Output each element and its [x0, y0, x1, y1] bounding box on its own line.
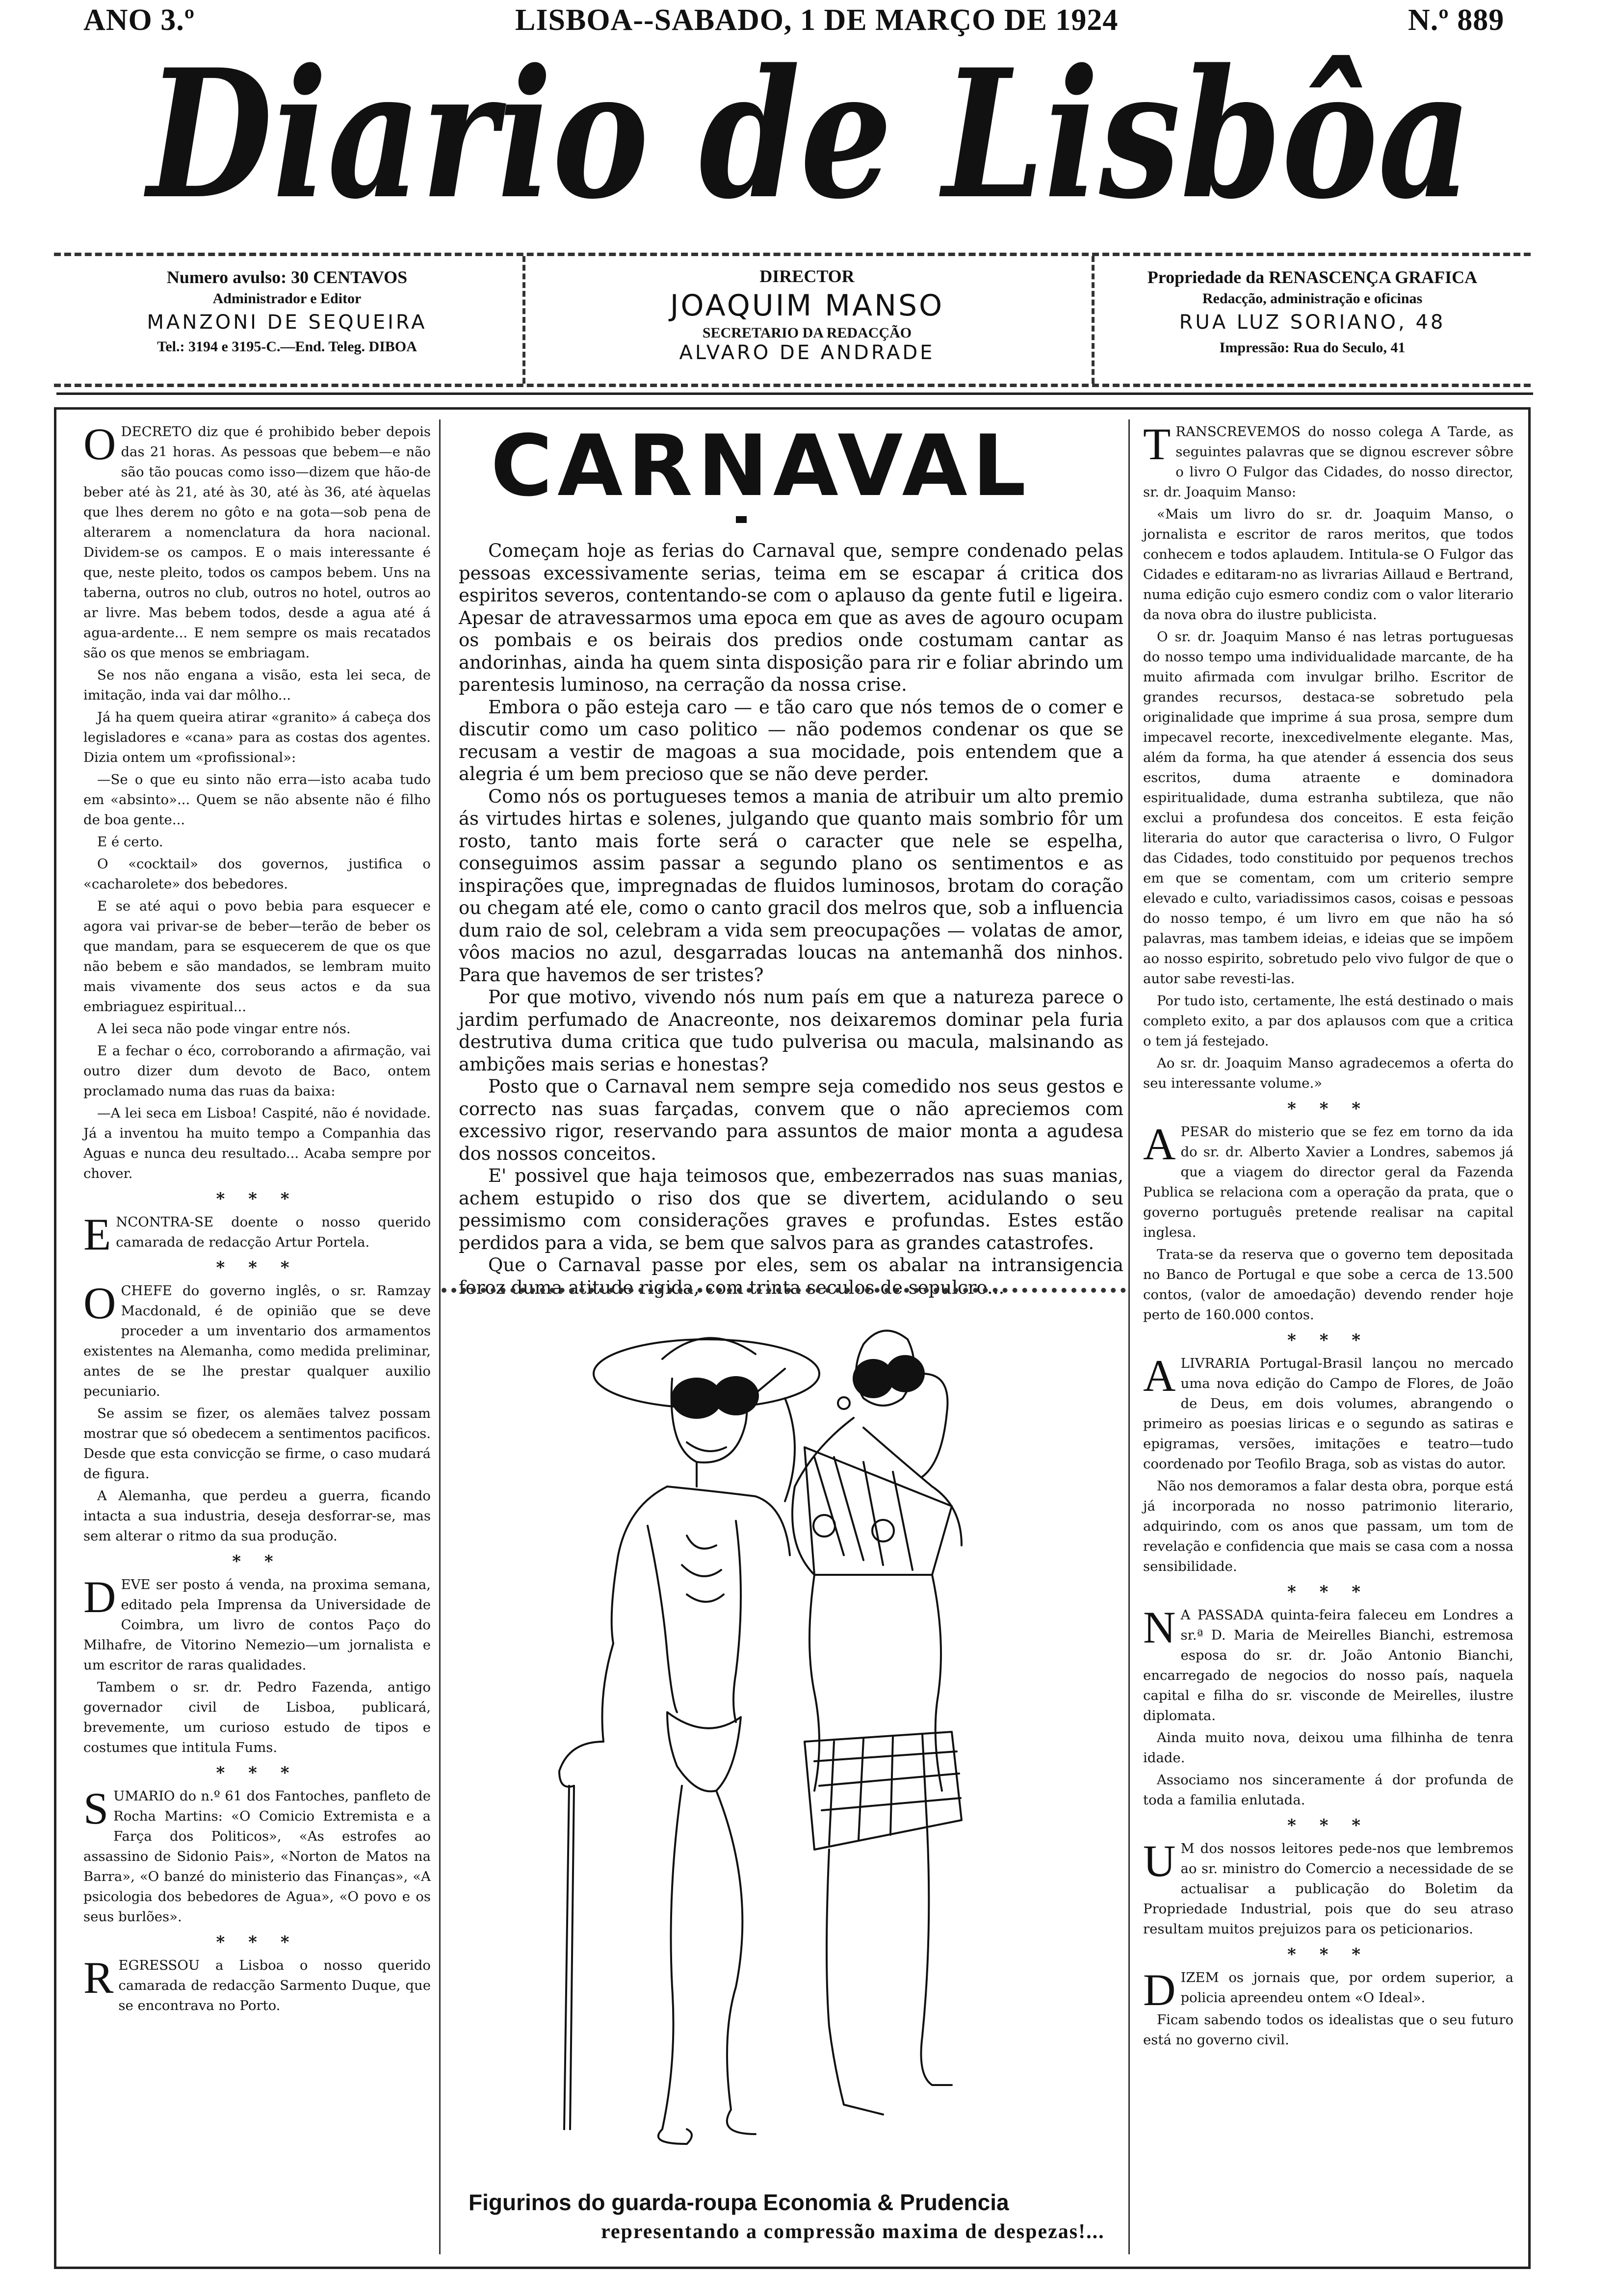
secretary-name: ALVARO DE ANDRADE — [679, 341, 935, 364]
man-figure — [559, 1338, 819, 2144]
article-duque: REGRESSOU a Lisboa o nosso querido camarada de redacção Sarmento Duque, que se encontrava no Porto. — [83, 1953, 431, 2013]
masthead-logo — [137, 30, 1482, 238]
editorial-carnaval: Começam hoje as ferias do Carnaval que, sempre condenado pelas pessoas excessivamente serias, teima em se escapar á critica dos espiritos severos, contentando-se com o aplauso da gente futil e ligeira. Apesar de atravessarmos uma epoca em que as aves de agouro ocupam os pombais e os beirais dos predios onde costumam cantar as andorinhas, ainda ha quem sinta disposição para rir e foliar abrindo um parentesis luminoso, na cerração da nossa crise. Embora o pão esteja caro — e tão caro que nós temos de o comer e discutir como um caso politico — não podemos condenar os que se recusam a vestir de magoas a sua mocidade, pois entendem que a alegria é um bem precioso que se não deve perder. Como nós os portugueses temos a mania de atribuir um alto premio ás virtudes hirtas e solenes, julgando que quanto mais sombrio fôr um rosto, tanto mais forte será o caracter que nele se espelha, conseguimos assim passar a segundo plano os sentimentos e as inspirações que, impregnadas de fluidos luminosos, brotam do coração ou chegam até ele, como o canto gracil dos melros que, sob a influencia dum raio de sol, celebram a vida sem preocupações — volatas de amor, vôos macios no azul, desgarradas loucas na antemanhã dos ninhos. Para que havemos de ser tristes? Por que motivo, vivendo nós num país em que a natureza parece o jardim perfumado de Anacreonte, nos deixaremos dominar pela furia destrutiva duma critica que tudo pulverisa ou macula, malsinando as ambições mais serias e honestas? Posto que o Carnaval nem sempre seja comedido nos seus gestos e correcto nas suas farçadas, convem que o não apreciemos com excessivo rigor, reservando para assuntos de maior monta a agudesa dos nossos conceitos. E' possivel que haja teimosos que, embezerrados nas suas manias, achem estupido o riso dos que se divertem, acidulando o seu pessimismo com considerações graves e profundas. Estes estão perdidos para a vida, se bem que salvos para as grandes catastrofes. Que o Carnaval passe por eles, sem os abalar na intransigencia feroz duma atitude rigida, com trinta seculos de sepulcro... — [459, 540, 1123, 1298]
article-portela: ENCONTRA-SE doente o nosso querido camarada de redacção Artur Portela. — [83, 1209, 431, 1259]
print-text: Impressão: Rua do Seculo, 41 — [1219, 339, 1406, 356]
drop-cap: N — [1143, 1602, 1176, 1652]
price-text: Numero avulso: 30 CENTAVOS — [166, 267, 408, 287]
separator-stars: * * * — [1287, 1816, 1369, 1835]
top-rule — [56, 392, 1533, 395]
separator-stars: * * * — [1287, 1099, 1369, 1119]
separator-stars: * * * — [216, 1189, 298, 1209]
owner-text: Propriedade da RENASCENÇA GRAFICA — [1147, 267, 1478, 287]
article-ideal: DIZEM os jornais que, por ordem superior, a policia apreendeu ontem «O Ideal». — [1143, 1965, 1513, 2015]
drop-cap: O — [83, 1278, 116, 1328]
issue-year: ANO 3.º — [83, 3, 195, 37]
separator-stars: * * * — [216, 1258, 298, 1278]
article-decreto: ODECRETO diz que é prohibido beber depois das 21 horas. As pessoas que bebem—e não são tão poucas como isso—dizem que hão-de beber até às 21, até às 30, até às 36, até àquelas que lhes derem no gôto e na gota—sob pena de alterarem a nomenclatura da hora nacional. Dividem-se os campos. E o mais interessante é que, neste pleito, todos os campos bebem. Uns na taberna, outros no club, outros no hotel, outros ao ar livre. Mas bebem todos, desde a agua até á agua-ardente... E nem sempre os mais recatados são os que menos se embriagam. — [83, 419, 431, 661]
woman-figure — [792, 1331, 962, 2114]
separator-stars: * * * — [1287, 1945, 1369, 1964]
article-boletim: U M dos nossos leitores pede-nos que lembremos ao sr. ministro do Comercio a necessidade de se actualisar a publicação do Boletim da Propriedade Industrial, pois que do seu atraso resultam muitos prejuizos para os peticionarios. — [1143, 1836, 1513, 1937]
column-rule — [439, 419, 441, 2254]
admin-label: Administrador e Editor — [212, 290, 362, 307]
director-box — [525, 256, 1089, 384]
article-fantoches: SUMARIO do n.º 61 dos Fantoches, panfleto de Rocha Martins: «O Comicio Extremista e a Farça dos Politicos», «As estrofes ao assassino de Sidonio Pais», «Norton de Matos na Barra», «O banzé do ministerio das Finanças», «A psicologia dos bebedores de Agua», «O povo e os seus burlões». — [83, 1783, 431, 1925]
separator-stars: * * * — [216, 1932, 298, 1952]
separator-stars: * * * — [1287, 1331, 1369, 1350]
admin-box — [54, 256, 520, 384]
separator-stars: * * — [232, 1552, 282, 1571]
drop-cap: T — [1143, 419, 1171, 469]
illustration-caption-title: Figurinos do guarda-roupa Economia & Prudencia — [469, 2190, 1009, 2215]
drop-cap: D — [1143, 1965, 1176, 2015]
right-column: TRANSCREVEMOS do nosso colega A Tarde, as seguintes palavras que se dignou escrever sôbre o livro O Fulgor das Cidades, do nosso director, sr. dr. Joaquim Manso: «Mais um livro do sr. dr. Joaquim Manso, o jornalista e escritor de raros meritos, que todos conhecem e todos aplaudem. Intitula-se O Fulgor das Cidades e editaram-no as livrarias Aillaud e Bertrand, numa edição cujo esmero condiz com o valor literario da nova obra do ilustre publicista. O sr. dr. Joaquim Manso é nas letras portuguesas do nosso tempo uma individualidade marcante, de ha muito afirmada com invulgar brilho. Escritor de grandes recursos, destaca-se sobretudo pela originalidade que imprime á sua prosa, sempre dum impecavel recorte, inexcedivelmente elegante. Mas, além da forma, ha que atender á essencia dos seus escritos, duma atraente e dominadora espiritualidade, duma estranha subtileza, que não exclui a profundesa dos conceitos. E esta feição literaria do autor que caracterisa o livro, O Fulgor das Cidades, todo constituido por pequenos trechos em que se comentam, com um criterio sempre elevado e culto, variadissimos casos, coisas e pessoas do nosso tempo, é um livro em que não ha só palavras, mas tambem ideias, e ideias que se impõem ao nosso espirito, sobretudo pelo vivo fulgor de que o autor sabe revesti-las. Por tudo isto, certamente, lhe está destinado o mais completo exito, a par dos aplausos com que a critica o tem já festejado. Ao sr. dr. Joaquim Manso agradecemos a oferta do seu interessante volume.» * * * APESAR do misterio que se fez em torno da ida do sr. dr. Alberto Xavier a Londres, sabemos já que a viagem do director geral da Fazenda Publica se relaciona com a operação da prata, que o governo português pretende realisar na capital inglesa. Trata-se da reserva que o governo tem depositada no Banco de Portugal e que sobe a cerca de 13.500 contos, (valor de amoedação) devendo render hoje perto de 160.000 contos. * * * ALIVRARIA Portugal-Brasil lançou no mercado uma nova edição do Campo de Flores, de João de Deus, em dois volumes, abrangendo o primeiro as poesias liricas e o segundo as satiras e epigramas, versões, imitações e teatro—tudo coordenado por Teofilo Braga, sob as vistas do autor. Não nos demoramos a falar desta obra, porque está já incorporada no nosso patrimonio literario, adquirindo, com os anos que passam, um tom de revelação e confidencia que mais se casa com a nossa sensibilidade. * * * N A PASSADA quinta-feira faleceu em Londres a sr.ª D. Maria de Meirelles Bianchi, estremosa esposa do sr. dr. João Antonio Bianchi, encarregado de negocios do nosso país, naquela capital e filha do sr. visconde de Meirelles, ilustre diplomata. Ainda muito nova, deixou uma filhinha de tenra idade. Associamo nos sinceramente á dor profunda de toda a familia enlutada. * * * U M dos nossos leitores pede-nos que lembremos ao sr. ministro do Comercio a necessidade de se actualisar a publicação do Boletim da Propriedade Industrial, pois que do seu atraso resultam muitos prejuizos para os peticionarios. * * * DIZEM os jornais que, por ordem superior, a policia apreendeu ontem «O Ideal». Ficam sabendo todos os idealistas que o seu futuro está no governo civil. — [1143, 419, 1513, 2048]
headline-ornament — [736, 516, 747, 523]
issue-number: N.º 889 — [1408, 3, 1505, 37]
drop-cap: A — [1143, 1119, 1176, 1169]
drop-cap: O — [83, 419, 116, 469]
separator-stars: * * * — [216, 1763, 298, 1783]
masthead — [137, 30, 1482, 238]
column-rule — [1128, 419, 1130, 2254]
illustration-caption-subtitle: representando a compressão maxima de despezas!... — [601, 2220, 1105, 2243]
drop-cap: R — [83, 1953, 114, 2003]
drop-cap: A — [1143, 1351, 1176, 1401]
dateline: LISBOA--SABADO, 1 DE MARÇO DE 1924 — [515, 3, 1119, 37]
article-prata: APESAR do misterio que se fez em torno da ida do sr. dr. Alberto Xavier a Londres, sabemos já que a viagem do director geral da Fazenda Publica se relaciona com a operação da prata, que o governo português pretende realisar na capital inglesa. — [1143, 1119, 1513, 1240]
carnival-illustration — [442, 1300, 1126, 2193]
drop-cap: E — [83, 1209, 111, 1259]
secretary-label: SECRETARIO DA REDACÇÃO — [702, 325, 912, 341]
left-column: ODECRETO diz que é prohibido beber depois das 21 horas. As pessoas que bebem—e não são tão poucas como isso—dizem que hão-de beber até às 21, até às 30, até às 36, até àquelas que lhes derem no gôto e na gota—sob pena de alterarem a nomenclatura da hora nacional. Dividem-se os campos. E o mais interessante é que, neste pleito, todos os campos bebem. Uns na taberna, outros no club, outros no hotel, outros ao ar livre. Mas bebem todos, desde a agua até á agua-ardente... E nem sempre os mais recatados são os que menos se embriagam. Se nos não engana a visão, esta lei seca, de imitação, inda vai dar môlho... Já ha quem queira atirar «granito» á cabeça dos legisladores e «cana» para as costas dos agentes. Dizia ontem um «profissional»: —Se o que eu sinto não erra—isto acaba tudo em «absinto»... Quem se não absente não é filho de boa gente... E é certo. O «cocktail» dos governos, justifica o «cacharolete» dos bebedores. E se até aqui o povo bebia para esquecer e agora vai privar-se de beber—terão de beber os que mandam, para se esquecerem de que os que não bebem e são mandados, se lembram muito mais vivamente dos seus actos e da sua embriaguez espiritual... A lei seca não pode vingar entre nós. E a fechar o éco, corroborando a afirmação, vai outro dizer dum devoto de Baco, ontem proclamado numa das ruas da baixa: —A lei seca em Lisboa! Caspité, não é novidade. Já a inventou ha muito tempo a Companhia das Aguas e nunca deu resultado... Acaba sempre por chover. * * * ENCONTRA-SE doente o nosso querido camarada de redacção Artur Portela. * * * OCHEFE do governo inglês, o sr. Ramzay Macdonald, é de opinião que se deve proceder a um inventario dos armamentos existentes na Alemanha, como medida preliminar, antes de se lhe prestar qualquer auxilio pecuniario. Se assim se fizer, os alemães talvez possam mostrar que só obedecem a sentimentos pacificos. Desde que esta convicção se firme, o caso mudará de figura. A Alemanha, que perdeu a guerra, ficando intacta a sua industria, deseja desforrar-se, mas sem alterar o ritmo da sua produção. * * DEVE ser posto á venda, na proxima semana, editado pela Imprensa da Universidade de Coimbra, um livro de contos Paço do Milhafre, de Vitorino Nemezio—um jornalista e um escritor de raras qualidades. Tambem o sr. dr. Pedro Fazenda, antigo governador civil de Lisboa, publicará, brevemente, um curioso estudo de tipos e costumes que intitula Fums. * * * SUMARIO do n.º 61 dos Fantoches, panfleto de Rocha Martins: «O Comicio Extremista e a Farça dos Politicos», «As estrofes ao assassino de Sidonio Pais», «Norton de Matos na Barra», «O banzé do ministerio das Finanças», «A psicologia dos bebedores de Agua», «O povo e os seus burlões». * * * REGRESSOU a Lisboa o nosso querido camarada de redacção Sarmento Duque, que se encontrava no Porto. — [83, 422, 431, 2018]
article-macdonald: OCHEFE do governo inglês, o sr. Ramzay Macdonald, é de opinião que se deve proceder a um inventario dos armamentos existentes na Alemanha, como medida preliminar, antes de se lhe prestar qualquer auxilio pecuniario. — [83, 1278, 431, 1399]
article-obituary: N A PASSADA quinta-feira faleceu em Londres a sr.ª D. Maria de Meirelles Bianchi, estremosa esposa do sr. dr. João Antonio Bianchi, encarregado de negocios do nosso país, naquela capital e filha do sr. visconde de Meirelles, ilustre diplomata. — [1143, 1602, 1513, 1723]
info-bar — [54, 253, 1531, 387]
director-label: DIRECTOR — [759, 266, 855, 286]
owner-box — [1094, 256, 1531, 384]
address-text: RUA LUZ SORIANO, 48 — [1179, 311, 1446, 334]
drop-cap: U — [1143, 1836, 1176, 1886]
headline-carnaval: CARNAVAL — [491, 417, 1031, 515]
office-label: Redacção, administração e oficinas — [1202, 290, 1423, 307]
drop-cap: D — [83, 1572, 116, 1622]
drop-cap: S — [83, 1783, 109, 1833]
article-livraria: ALIVRARIA Portugal-Brasil lançou no mercado uma nova edição do Campo de Flores, de João de Deus, em dois volumes, abrangendo o primeiro as poesias liricas e o segundo as satiras e epigramas, versões, imitações e teatro—tudo coordenado por Teofilo Braga, sob as vistas do autor. — [1143, 1351, 1513, 1472]
article-coimbra: DEVE ser posto á venda, na proxima semana, editado pela Imprensa da Universidade de Coimbra, um livro de contos Paço do Milhafre, de Vitorino Nemezio—um jornalista e um escritor de raras qualidades. — [83, 1572, 431, 1673]
masthead-title: Diario de Lisbôa — [142, 30, 1472, 238]
admin-name: MANZONI DE SEQUEIRA — [147, 311, 427, 334]
article-fulgor: TRANSCREVEMOS do nosso colega A Tarde, as seguintes palavras que se dignou escrever sôbre o livro O Fulgor das Cidades, do nosso director, sr. dr. Joaquim Manso: — [1143, 419, 1513, 500]
phones-text: Tel.: 3194 e 3195-C.—End. Teleg. DIBOA — [157, 339, 417, 355]
separator-stars: * * * — [1287, 1582, 1369, 1602]
section-rule — [442, 1288, 1126, 1299]
director-name: JOAQUIM MANSO — [670, 288, 944, 323]
